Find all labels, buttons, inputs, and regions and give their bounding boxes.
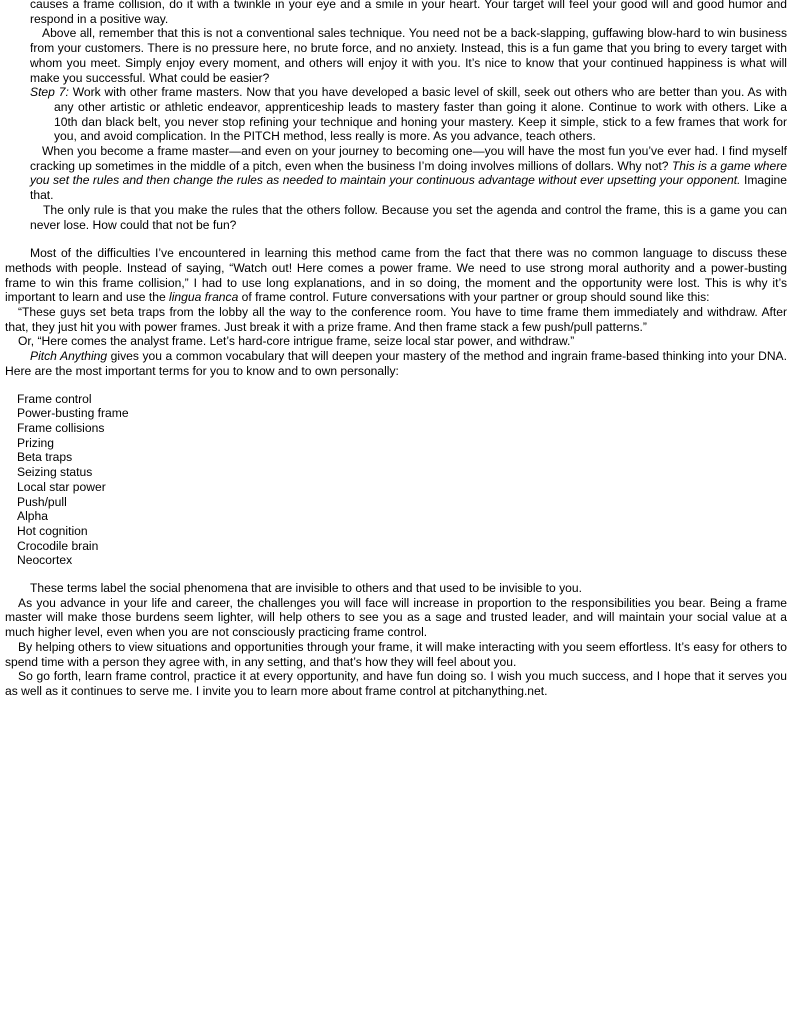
paragraph-frame-master: When you become a frame master—and even on your journey to becoming one—you will have the most fun you’ve ever had. I find myself cracking up sometimes in the middle of a pitch, even when the business I’m doing involves millions of dollars. Why not? This is a game where you set the rules and then change the rules as needed to maintain your continuous advantage without ever upsetting your opponent. Imagine that. — [30, 144, 787, 203]
paragraph-terms-label: These terms label the social phenomena that are invisible to others and that used to be invisible to you. — [30, 581, 582, 596]
paragraph-above-all: Above all, remember that this is not a conventional sales technique. You need not be a back-slapping, guffawing blow-hard to win business from your customers. There is no pressure here, no brute force, and no anxiety. Instead, this is a fun game that you bring to every target with whom you meet. Simply enjoy every moment, and others will enjoy it with you. It’s nice to know that your continued happiness is what will make you successful. What could be easier? — [30, 26, 787, 85]
term-item: Prizing — [17, 435, 54, 450]
term-item: Power-busting frame — [17, 406, 129, 421]
paragraph-helping-others: By helping others to view situations and opportunities through your frame, it will make interacting with you seem effortless. It’s easy for others to spend time with a person they agree with, in any setting, and that’s how they will feel about you. — [5, 639, 787, 669]
term-item: Crocodile brain — [17, 538, 99, 553]
emphasis-lingua-franca: lingua franca — [169, 290, 239, 305]
terms-list — [0, 392, 791, 568]
term-item: Hot cognition — [17, 523, 88, 538]
paragraph-advance: As you advance in your life and career, the challenges you will face will increase in proportion to the responsibilities you bear. Being a frame master will make those burdens seem lighter, will help others to see you as a sage and trusted leader, and will maintain your social value at a much higher level, even when you are not consciously practicing frame control. — [5, 595, 787, 640]
section-common-language — [0, 246, 791, 378]
paragraph-only-rule: The only rule is that you make the rules that the others follow. Because you set the agenda and control the frame, this is a game you can never lose. How could that not be fun? — [30, 202, 787, 232]
paragraph-step-7 — [0, 85, 791, 144]
section-frame-master — [0, 144, 791, 232]
quote-beta-traps: “These guys set beta traps from the lobby all the way to the conference room. You have to time frame them immediately and withdraw. After that, they just hit you with power frames. Just break it with a prize frame. And then frame stack a few push/pull patterns.” — [5, 305, 787, 334]
term-item: Push/pull — [17, 494, 67, 509]
paragraph-vocabulary: Pitch Anything gives you a common vocabulary that will deepen your mastery of the method and ingrain frame-based thinking into your DNA. Here are the most important terms for you to know and to own personally: — [5, 349, 787, 378]
term-item: Neocortex — [17, 553, 73, 568]
term-item: Beta traps — [17, 450, 73, 465]
term-item: Alpha — [17, 509, 48, 524]
book-title: Pitch Anything — [30, 349, 108, 364]
step-7-label: Step 7: — [30, 85, 69, 100]
term-item: Seizing status — [17, 465, 93, 480]
quote-analyst-frame: Or, “Here comes the analyst frame. Let’s hard-core intrigue frame, seize local star power, and withdraw.” — [18, 334, 575, 349]
term-item: Frame control — [17, 391, 92, 406]
paragraph-frame-collision: causes a frame collision, do it with a twinkle in your eye and a smile in your heart. Your target will feel your good will and good humor and respond in a positive way. — [30, 0, 787, 26]
section-frame-mastery — [0, 0, 791, 85]
section-conclusion — [0, 581, 791, 699]
step-7-text: Work with other frame masters. Now that you have developed a basic level of skill, seek out others who are better than you. As with any other artistic or athletic endeavor, apprenticeship leads to mastery faster than going it alone. Continue to work with others. Like a 10th dan black belt, you never stop refining your technique and honing your mastery. Keep it simple, stick to a few frames that work for you, and avoid complication. In the PITCH method, less really is more. As you advance, teach others. — [54, 85, 787, 144]
term-item: Frame collisions — [17, 420, 105, 435]
term-item: Local star power — [17, 479, 106, 494]
paragraph-go-forth: So go forth, learn frame control, practice it at every opportunity, and have fun doing so. I wish you much success, and I hope that it serves you as well as it continues to serve me. I invite you to learn more about frame control at pitchanything.net. — [5, 669, 787, 698]
paragraph-difficulties: Most of the difficulties I’ve encountered in learning this method came from the fact that there was no common language to discuss these methods with people. Instead of saying, “Watch out! Here comes a power frame. We need to use strong moral authority and a power-busting frame to win this frame collision,” I had to use long explanations, and in so doing, the moment and the opportunity were lost. This is why it’s important to learn and use the lingua franca of frame control. Future conversations with your partner or group should sound like this: — [5, 246, 787, 305]
emphasis-game-rules: This is a game where you set the rules and then change the rules as needed to maintain your continuous advantage without ever upsetting your opponent. — [30, 158, 787, 188]
